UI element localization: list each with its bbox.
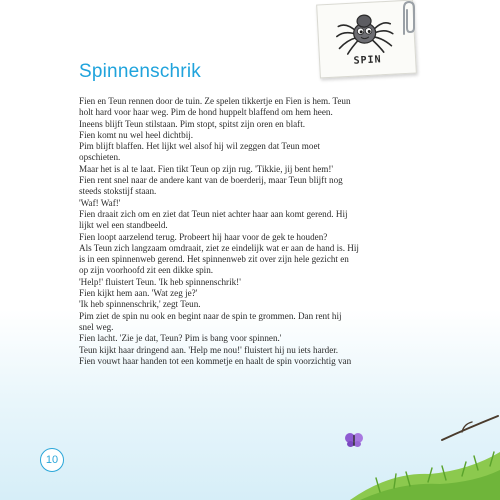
story-line: snel weg. — [79, 321, 114, 332]
story-line: Fien rent snel naar de andere kant van de boerderij, maar Teun blijft nog — [79, 175, 343, 186]
page-number: 10 — [40, 448, 64, 472]
spider-icon — [333, 6, 395, 57]
story-line: Maar het is al te laat. Fien tikt Teun op zijn rug. 'Tikkie, jij bent hem!' — [79, 163, 334, 174]
twig-illustration — [438, 410, 500, 450]
story-line: is in een spinnenweb gerend. Het spinnenweb zit over zijn hele gezicht en — [79, 254, 349, 265]
story-line: Fien en Teun rennen door de tuin. Ze spelen tikkertje en Fien is hem. Teun — [79, 96, 351, 106]
story-line: Pim blijft blaffen. Het lijkt wel alsof hij wil zeggen dat Teun moet — [79, 141, 321, 152]
paperclip-icon — [398, 0, 420, 36]
story-line: Ineens blijft Teun stilstaan. Pim stopt, spitst zijn oren en blaft. — [79, 118, 306, 129]
story-line: Fien kijkt hem aan. 'Wat zeg je?' — [79, 288, 198, 299]
story-line: Als Teun zich langzaam omdraait, ziet ze eindelijk wat er aan de hand is. Hij — [79, 242, 359, 253]
story-line: steeds stokstijf staan. — [79, 186, 157, 197]
story-line: Fien lacht. 'Zie je dat, Teun? Pim is bang voor spinnen.' — [79, 333, 282, 344]
story-line: op zijn voorhoofd zit een dikke spin. — [79, 265, 214, 276]
story-line: Teun kijkt haar dringend aan. 'Help me nou!' fluistert hij nu iets harder. — [79, 344, 339, 355]
story-line: Fien loopt aarzelend terug. Probeert hij haar voor de gek te houden? — [79, 231, 328, 242]
story-line: Fien draait zich om en ziet dat Teun niet achter haar aan komt gerend. Hij — [79, 208, 348, 219]
story-text — [79, 96, 409, 367]
story-line: Pim ziet de spin nu ook en begint naar de spin te grommen. Dan rent hij — [79, 310, 342, 321]
story-line: opschieten. — [79, 152, 121, 163]
story-line: Fien komt nu wel heel dichtbij. — [79, 129, 194, 140]
story-line: Fien vouwt haar handen tot een kommetje en haalt de spin voorzichtig van — [79, 355, 352, 366]
story-line: holt hard voor haar weg. Pim de hond huppelt blaffend om hem heen. — [79, 107, 333, 118]
butterfly-icon — [344, 430, 364, 450]
story-line: 'Waf! Waf!' — [79, 197, 121, 208]
story-line: lijkt wel een standbeeld. — [79, 220, 168, 231]
story-line: 'Ik heb spinnenschrik,' zegt Teun. — [79, 299, 201, 310]
story-line: 'Help!' fluistert Teun. 'Ik heb spinnenschrik!' — [79, 276, 241, 287]
page-title: Spinnenschrik — [79, 61, 201, 82]
card-label: SPIN — [353, 54, 382, 67]
